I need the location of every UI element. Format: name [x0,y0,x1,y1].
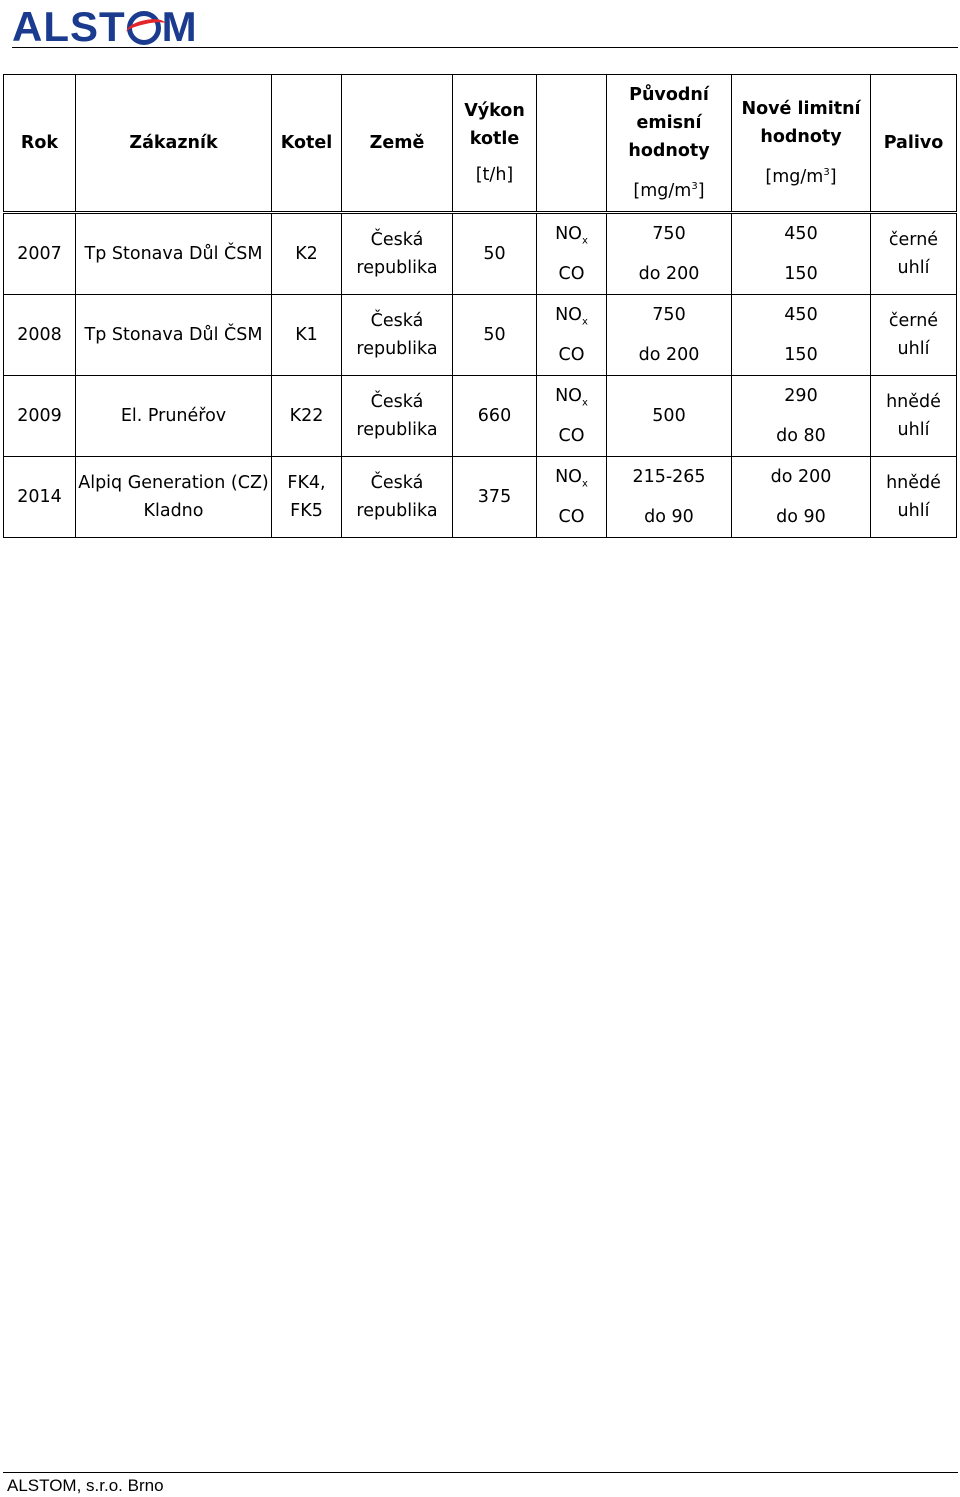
cell-zakaznik: Tp Stonava Důl ČSM [76,295,272,376]
header-puvodni: Původní emisní hodnoty $[mg/m^3]$ [607,75,732,213]
cell-kotel: K2 [272,213,342,295]
cell-palivo: hnědé uhlí [871,376,957,457]
header-zeme: Země [342,75,453,213]
cell-emise: $NO_x$ CO [537,295,607,376]
cell-puvodni: 215-265 do 90 [607,457,732,538]
cell-kotel: K22 [272,376,342,457]
logo-text-left: ALST [12,3,126,50]
cell-puvodni: 750 do 200 [607,213,732,295]
footer-text: ALSTOM, s.r.o. Brno [7,1476,164,1495]
cell-rok: 2009 [4,376,76,457]
cell-zeme: Česká republika [342,376,453,457]
cell-vykon: 660 [453,376,537,457]
logo-wordmark [12,3,198,51]
table-header-row [4,75,957,213]
cell-emise: $NO_x$ CO [537,376,607,457]
cell-emise: $NO_x$ CO [537,457,607,538]
cell-palivo: černé uhlí [871,213,957,295]
cell-nove: 290 do 80 [732,376,871,457]
cell-emise: $NO_x$ CO [537,213,607,295]
table-row [4,213,957,295]
alstom-logo [12,3,198,51]
cell-puvodni: 750 do 200 [607,295,732,376]
table-row [4,457,957,538]
cell-rok: 2014 [4,457,76,538]
header-nove: Nové limitní hodnoty $[mg/m^3]$ [732,75,871,213]
footer-rule [3,1472,958,1473]
cell-nove: 450 150 [732,213,871,295]
cell-vykon: 375 [453,457,537,538]
cell-zeme: Česká republika [342,213,453,295]
header-rok: Rok [4,75,76,213]
header-zakaznik: Zákazník [76,75,272,213]
header-vykon: Výkon kotle [t/h] [453,75,537,213]
table-row [4,295,957,376]
logo-text-right: M [161,3,198,50]
cell-kotel: K1 [272,295,342,376]
cell-kotel: FK4, FK5 [272,457,342,538]
header-kotel: Kotel [272,75,342,213]
references-table [3,74,957,538]
header-emise [537,75,607,213]
cell-zakaznik: Tp Stonava Důl ČSM [76,213,272,295]
table-row [4,376,957,457]
cell-vykon: 50 [453,213,537,295]
cell-rok: 2008 [4,295,76,376]
cell-palivo: černé uhlí [871,295,957,376]
header-palivo: Palivo [871,75,957,213]
cell-zeme: Česká republika [342,457,453,538]
cell-puvodni: 500 [607,376,732,457]
cell-rok: 2007 [4,213,76,295]
cell-zeme: Česká republika [342,295,453,376]
logo-swoosh-icon [127,11,161,45]
cell-vykon: 50 [453,295,537,376]
cell-nove: 450 150 [732,295,871,376]
cell-zakaznik: Alpiq Generation (CZ) Kladno [76,457,272,538]
cell-nove: do 200 do 90 [732,457,871,538]
header-rule [12,47,958,48]
cell-palivo: hnědé uhlí [871,457,957,538]
cell-zakaznik: El. Prunéřov [76,376,272,457]
